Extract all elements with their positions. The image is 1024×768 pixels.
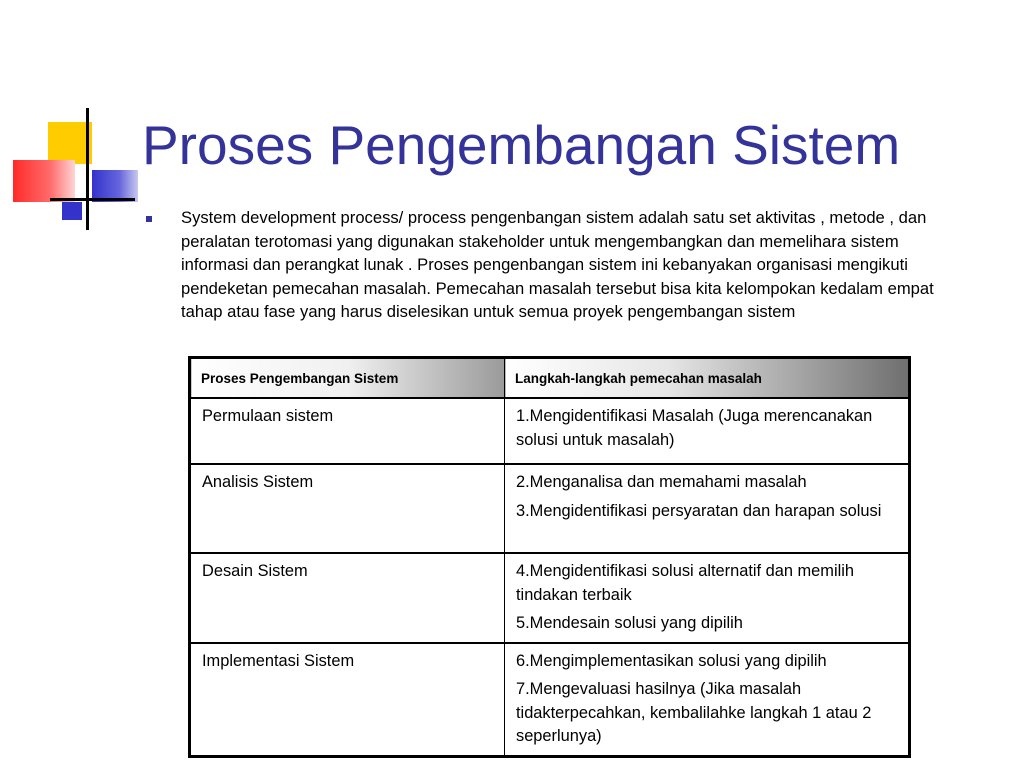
process-cell: Implementasi Sistem	[190, 643, 505, 757]
step-text: 3.Mengidentifikasi persyaratan dan harapan solusi	[516, 501, 882, 520]
steps-cell	[505, 553, 910, 643]
bullet-item	[146, 206, 936, 324]
steps-cell	[505, 643, 910, 757]
step-text: 5.Mendesain solusi yang dipilih	[516, 614, 743, 632]
steps-cell	[505, 398, 910, 464]
step-text: 2.Menganalisa dan memahami masalah	[516, 473, 807, 491]
process-table-container	[188, 356, 908, 748]
step-text: 7.Mengevaluasi hasilnya (Jika masalah tidakterpecahkan, kembalilahke langkah 1 atau 2 seperlunya)	[516, 680, 872, 745]
process-cell: Permulaan sistem	[190, 398, 505, 464]
table-header-row	[190, 358, 910, 399]
table-row	[190, 643, 910, 757]
header-process: Proses Pengembangan Sistem	[190, 358, 505, 399]
decorative-blue-square	[62, 202, 82, 220]
process-table	[188, 356, 911, 758]
decorative-vertical-line	[86, 108, 89, 230]
slide-title: Proses Pengembangan Sistem	[142, 114, 901, 176]
decorative-red-bar	[13, 160, 75, 202]
square-bullet-icon	[146, 216, 152, 222]
header-steps: Langkah-langkah pemecahan masalah	[505, 358, 910, 399]
steps-cell	[505, 464, 910, 553]
step-text: 1.Mengidentifikasi Masalah (Juga merencanakan solusi untuk masalah)	[516, 407, 873, 449]
bullet-text: System development process/ process pengenbangan sistem adalah satu set aktivitas , metode , dan peralatan terotomasi yang digunakan stakeholder untuk mengembangkan dan memelihara sistem informasi dan perangkat lunak . Proses pengenbangan sistem ini kebanyakan organisasi mengikuti pendeketan pemecahan masalah. Pemecahan masalah tersebut bisa kita kelompokan kedalam empat tahap atau fase yang harus diselesikan untuk semua proyek pengembangan sistem	[181, 208, 934, 322]
step-text: 6.Mengimplementasikan solusi yang dipilih	[516, 651, 827, 670]
process-cell: Analisis Sistem	[190, 464, 505, 553]
table-row	[190, 553, 910, 643]
step-text: 4.Mengidentifikasi solusi alternatif dan memilih tindakan terbaik	[516, 562, 854, 604]
decorative-horizontal-line	[50, 198, 135, 201]
table-row	[190, 464, 910, 553]
process-cell: Desain Sistem	[190, 553, 505, 643]
table-row	[190, 398, 910, 464]
